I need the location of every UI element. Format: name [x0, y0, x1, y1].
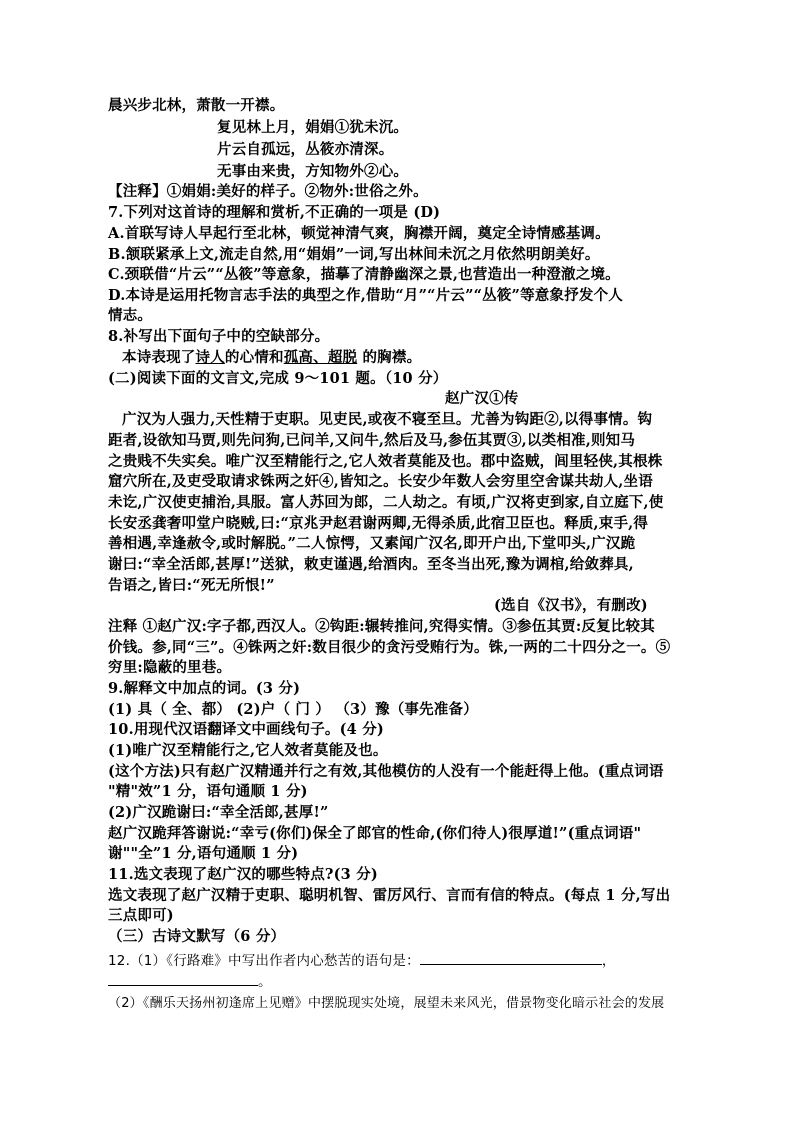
q10-sentence-1: (1)唯广汉至精能行之,它人效者莫能及也。	[108, 742, 388, 759]
passage-line: 未讫,广汉使吏捕治,具服。富人苏回为郎，二人劫之。有顷,广汉将吏到家,自立庭下,使	[108, 494, 664, 511]
q7-option-c: C.颈联借“片云”“丛筱”等意象，描摹了清静幽深之景,也营造出一种澄澈之境。	[108, 266, 620, 283]
q10-stem: 10.用现代汉语翻译文中画线句子。(4 分)	[108, 721, 384, 738]
q11-answer-cont: 三点即可)	[108, 907, 174, 924]
q8-text: 本诗表现了	[122, 349, 196, 366]
q10-answer-2-cont: 谢""全”1 分,语句通顺 1 分)	[108, 845, 299, 862]
passage-line: 善相遇,幸逢赦令,或时解脱。”二人惊愕，又素闻广汉名,即开户出,下堂叩头,广汉跪	[108, 535, 636, 552]
q12-line-1	[108, 950, 712, 971]
q7-option-d: D.本诗是运用托物言志手法的典型之作,借助“月”“片云”“丛筱”等意象抒发个人	[108, 287, 623, 304]
q8-answer-2: 孤高、超脱	[283, 349, 358, 366]
q8-answer-line	[122, 348, 726, 368]
poem-line: 晨兴步北林，萧散一开襟。	[108, 97, 285, 114]
poem-note: 【注释】①娟娟:美好的样子。②物外:世俗之外。	[108, 183, 428, 200]
passage-line: 广汉为人强力,天性精于吏职。见吏民,或夜不寝至旦。尤善为钩距②,以得事情。钩	[122, 411, 653, 428]
passage-line: 之贵贱不失实矣。唯广汉至精能行之,它人效者莫能及也。郡中盗贼，闾里轻侠,其根株	[108, 453, 663, 470]
poem-line: 无事由来贵，方知物外②心。	[217, 163, 409, 180]
passage-source: (选自《汉书》，有删改)	[494, 597, 648, 614]
q12-period: 。	[258, 974, 272, 990]
section2-heading: (二)阅读下面的文言文,完成 9～101 题。（10 分）	[108, 370, 448, 387]
q8-answer-1: 诗人	[195, 349, 225, 366]
q8-stem: 8.补写出下面句子中的空缺部分。	[108, 328, 330, 345]
passage-line: 距者,设欲知马贾,则先问狗,已问羊,又问牛,然后及马,参伍其贾③,以类相准,则知马	[108, 432, 636, 449]
poem-line: 复见林上月，娟娟①犹未沉。	[217, 119, 409, 136]
section3-heading: （三）古诗文默写（6 分）	[108, 928, 286, 945]
passage-line: 长安丞龚奢叩堂户晓贼,曰:“京兆尹赵君谢两卿,无得杀质,此宿卫臣也。释质,束手,得	[108, 515, 649, 532]
q7-option-b: B.颔联紧承上文,流走自然,用“娟娟”一词,写出林间未沉之月依然明朗美好。	[108, 246, 600, 263]
passage-note: 价钱。参,同“三”。④铢两之奸:数目很少的贪污受贿行为。铢,一两的二十四分之一。⑤	[108, 639, 671, 656]
poem-line: 片云自孤远，丛筱亦清深。	[217, 141, 394, 158]
answer-blank[interactable]	[420, 950, 602, 965]
q11-stem: 11.选文表现了赵广汉的哪些特点?(3 分)	[108, 866, 378, 883]
q12-comma: ，	[601, 953, 616, 969]
q7-option-d-cont: 情志。	[108, 307, 153, 324]
q9-answer: (1) 具（ 全、都） (2)户（ 门 ） （3）豫（事先准备）	[108, 701, 478, 718]
answer-blank[interactable]	[108, 971, 258, 986]
passage-note: 穷里:隐蔽的里巷。	[108, 659, 232, 676]
q7-option-a: A.首联写诗人早起行至北林，顿觉神清气爽，胸襟开阔，奠定全诗情感基调。	[108, 225, 610, 242]
q7-stem: 7.下列对这首诗的理解和赏析,不正确的一项是 (D)	[108, 204, 441, 221]
passage-line: 谢曰:“幸全活郎,甚厚!”送狱，敕吏谨遇,给酒肉。至冬当出死,豫为调棺,给敛葬具,	[108, 556, 634, 573]
q12-line-3: （2）《酬乐天扬州初逢席上见赠》中摆脱现实处境，展望未来风光，借景物变化暗示社会的发展	[108, 996, 665, 1011]
q9-stem: 9.解释文中加点的词。(3 分)	[108, 680, 301, 697]
passage-note: 注释 ①赵广汉:字子都,西汉人。②钩距:辗转推问,究得实情。③参伍其贾:反复比较其	[108, 618, 655, 635]
passage-line: 告语之,皆曰:“死无所恨!”	[108, 577, 275, 594]
q8-text: 的心情和	[224, 349, 284, 366]
q10-answer-1: (这个方法)只有赵广汉精通并行之有效,其他模仿的人没有一个能赶得上他。(重点词语	[108, 763, 664, 780]
q12-prompt: 12.（1）《行路难》中写出作者内心愁苦的语句是：	[108, 953, 420, 969]
q10-sentence-2: (2)广汉跪谢曰:“幸全活郎,甚厚!”	[108, 804, 329, 821]
q10-answer-2: 赵广汉跪拜答谢说:“幸亏(你们)保全了郎官的性命,(你们待人)很厚道!”(重点词语"	[108, 825, 642, 842]
passage-title: 赵广汉①传	[445, 390, 519, 407]
passage-line: 窟穴所在,及吏受取请求铢两之奸④,皆知之。长安少年数人会穷里空舍谋共劫人,坐语	[108, 473, 653, 490]
q8-text: 的胸襟。	[357, 349, 422, 366]
q11-answer: 选文表现了赵广汉精于吏职、聪明机智、雷厉风行、言而有信的特点。(每点 1 分,写出	[108, 887, 671, 904]
q12-line-2	[108, 971, 712, 992]
q10-answer-1-cont: "精"效”1 分，语句通顺 1 分)	[108, 783, 308, 800]
